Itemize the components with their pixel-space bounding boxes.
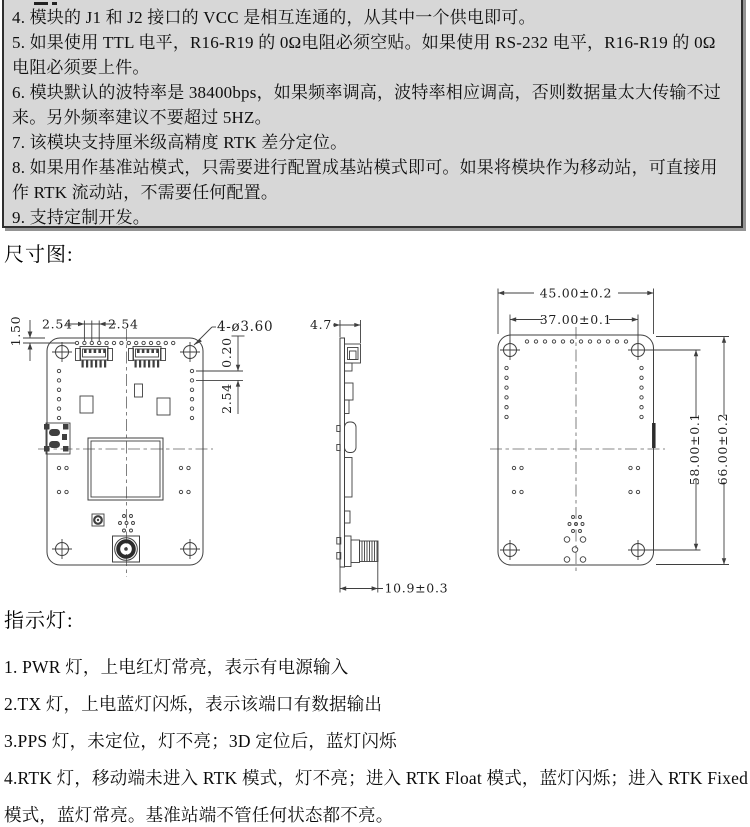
dim-label-1-50: 1.50 bbox=[8, 315, 23, 347]
notes-line: 6. 模块默认的波特率是 38400bps，如果频率调高，波特率相应调高，否则数据量太大传输不过 bbox=[12, 83, 721, 102]
indicator-line: 2.TX 灯，上电蓝灯闪烁，表示该端口有数据输出 bbox=[4, 694, 383, 714]
sma-connector bbox=[113, 536, 140, 562]
clipped-text-stub bbox=[34, 2, 48, 5]
dim-side-connector-depth bbox=[310, 317, 360, 343]
phi-marker bbox=[92, 514, 104, 526]
side-connector-profile bbox=[345, 344, 361, 371]
side-component bbox=[345, 400, 350, 414]
indicators-heading: 指示灯: bbox=[4, 610, 74, 632]
connector-j1 bbox=[76, 347, 113, 368]
dimension-diagram bbox=[0, 268, 750, 602]
front-pad-groups bbox=[57, 466, 190, 493]
back-corner-holes bbox=[500, 340, 648, 560]
back-side-hole-columns bbox=[505, 366, 643, 418]
dim-side-total-thickness bbox=[340, 562, 448, 596]
dim-label-37: 37.00±0.1 bbox=[539, 312, 613, 327]
notes-line: 4. 模块的 J1 和 J2 接口的 VCC 是相互连通的，从其中一个供电即可。 bbox=[12, 8, 536, 27]
side-sma-profile bbox=[337, 536, 378, 567]
indicator-line: 3.PPS 灯，未定位，灯不亮；3D 定位后，蓝灯闪烁 bbox=[4, 731, 397, 751]
dimensions-heading: 尺寸图: bbox=[4, 244, 74, 266]
notes-line: 9. 支持定制开发。 bbox=[12, 208, 150, 227]
indicator-line: 4.RTK 灯，移动端未进入 RTK 模式，灯不亮；进入 RTK Float 模式，蓝灯闪烁；进入 RTK Fixed bbox=[4, 768, 749, 788]
shield-can bbox=[88, 438, 163, 500]
dim-label-2-54-b: 2.54 bbox=[108, 316, 139, 332]
dim-label-4-7: 4.7 bbox=[310, 317, 332, 332]
front-side-hole-columns bbox=[57, 369, 193, 419]
dim-front-pin-pitch bbox=[42, 317, 139, 342]
notes-line: 5. 如果使用 TTL 电平，R16-R19 的 0Ω电阻必须空贴。如果使用 RS-232 电平，R16-R19 的 0Ω bbox=[12, 33, 716, 52]
back-top-hole-row bbox=[525, 340, 627, 343]
component bbox=[80, 396, 93, 413]
dim-label-0-20: 0.20 bbox=[219, 337, 234, 368]
component bbox=[135, 384, 143, 397]
notes-box bbox=[2, 0, 743, 228]
notes-line: 作 RTK 流动站，不需要任何配置。 bbox=[12, 183, 279, 202]
dim-label-10-9: 10.9±0.3 bbox=[384, 580, 449, 596]
dim-label-2-54-c: 2.54 bbox=[219, 383, 234, 414]
notes-line: 7. 该模块支持厘米级高精度 RTK 差分定位。 bbox=[12, 133, 348, 152]
notes-line: 来。另外频率建议不要超过 5HZ。 bbox=[12, 108, 272, 127]
connector-j2 bbox=[129, 347, 166, 368]
front-top-hole-row bbox=[75, 341, 175, 344]
front-view-drawing bbox=[8, 316, 273, 577]
dim-label-45: 45.00±0.2 bbox=[539, 285, 613, 301]
dim-label-58: 58.00±0.1 bbox=[687, 412, 702, 486]
front-corner-holes bbox=[52, 342, 200, 559]
clipped-text-stub bbox=[52, 2, 57, 5]
side-component bbox=[345, 383, 354, 400]
side-board-strip bbox=[340, 338, 345, 567]
back-view-drawing bbox=[490, 286, 730, 574]
dim-label-2-54-a: 2.54 bbox=[42, 316, 73, 332]
notes-line: 电阻必须要上件。 bbox=[12, 58, 150, 77]
dim-back-hole-span-x bbox=[510, 312, 638, 344]
dim-label-66: 66.00±0.2 bbox=[715, 412, 730, 486]
component bbox=[157, 398, 170, 415]
dim-label-hole-callout: 4-ø3.60 bbox=[217, 319, 274, 335]
indicator-line: 模式，蓝灯常亮。基准站端不管任何状态都不亮。 bbox=[4, 805, 394, 825]
back-via-cluster bbox=[564, 516, 586, 563]
side-shield-profile bbox=[345, 458, 353, 498]
indicator-line: 1. PWR 灯，上电红灯常亮，表示有电源输入 bbox=[4, 657, 349, 677]
notes-line: 8. 如果用作基准站模式，只需要进行配置成基站模式即可。如果将模块作为移动站，可直接用 bbox=[12, 158, 718, 177]
side-view-drawing bbox=[310, 317, 448, 596]
side-component bbox=[345, 511, 351, 523]
